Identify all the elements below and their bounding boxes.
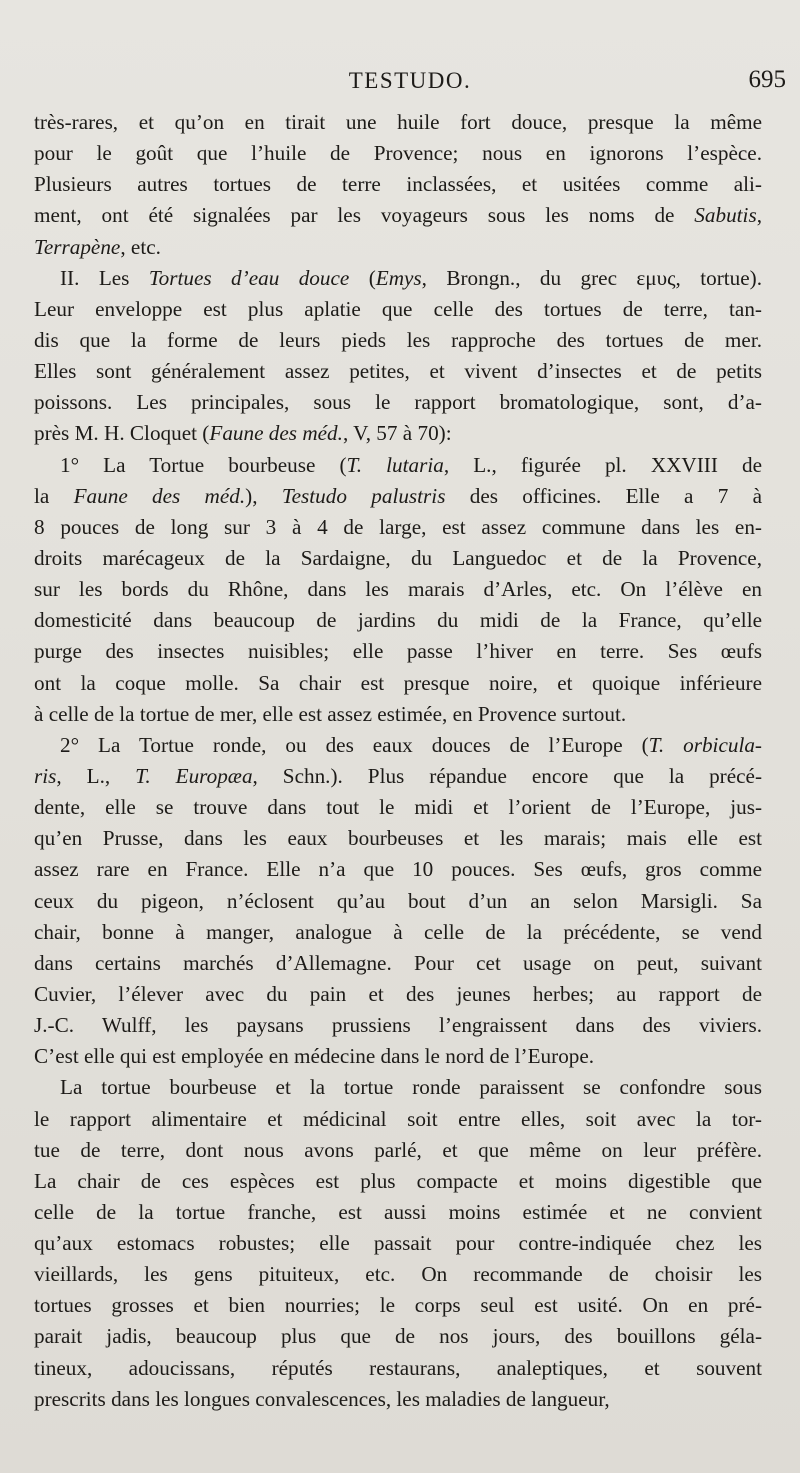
italic-text: T. orbicula- — [648, 732, 762, 757]
text-run: vieillards, les gens pituiteux, etc. On recommande de choisir les — [34, 1262, 762, 1287]
text-run: Elles sont généralement assez petites, et vivent d’insectes et de petits — [34, 359, 762, 384]
text-run: parait jadis, beaucoup plus que de nos jours, des bouillons géla- — [34, 1324, 762, 1349]
text-run: 8 pouces de long sur 3 à 4 de large, est assez commune dans les en- — [34, 514, 762, 539]
text-run: ment, ont été signalées par les voyageurs sous les noms de — [34, 203, 695, 228]
text-run: le rapport alimentaire et médicinal soit entre elles, soit avec la tor- — [34, 1106, 762, 1131]
text-line — [34, 1135, 762, 1166]
text-line — [34, 1321, 762, 1352]
text-run: à celle de la tortue de mer, elle est assez estimée, en Provence surtout. — [34, 701, 627, 726]
text-run: ont la coque molle. Sa chair est presque noire, et quoique inférieure — [34, 670, 762, 695]
text-line — [34, 1104, 762, 1135]
text-line — [34, 761, 762, 792]
italic-text: Testudo palustris — [281, 483, 446, 508]
italic-text: Faune des méd. — [209, 421, 343, 446]
text-run: dans certains marchés d’Allemagne. Pour cet usage on peut, suivant — [34, 950, 762, 975]
text-run: chair, bonne à manger, analogue à celle de la précédente, se vend — [34, 919, 762, 944]
text-run: , Brongn., du grec εμυς, tortue). — [421, 265, 762, 290]
text-run: Plusieurs autres tortues de terre inclassées, et usitées comme ali- — [34, 172, 762, 197]
text-line — [34, 169, 762, 200]
text-line — [34, 325, 762, 356]
text-line — [34, 605, 762, 636]
text-line — [34, 699, 762, 730]
text-line — [34, 418, 762, 449]
text-run: qu’aux estomacs robustes; elle passait pour contre-indiquée chez les — [34, 1231, 762, 1256]
text-run: , etc. — [120, 234, 161, 259]
text-run: , L., figurée pl. XXVIII de — [443, 452, 762, 477]
text-line — [34, 574, 762, 605]
text-line — [34, 543, 762, 574]
text-line — [34, 1166, 762, 1197]
text-run: , L., — [56, 763, 136, 788]
text-line — [34, 1259, 762, 1290]
text-run: domesticité dans beaucoup de jardins du midi de la France, qu’elle — [34, 608, 762, 633]
italic-text: Tortues d’eau douce — [148, 265, 350, 290]
text-run: , V, 57 à 70): — [342, 421, 452, 446]
italic-text: ris — [34, 763, 57, 788]
page-number: 695 — [748, 66, 786, 93]
italic-text: Sabutis — [694, 203, 757, 228]
text-run: Cuvier, l’élever avec du pain et des jeunes herbes; au rapport de — [34, 981, 762, 1006]
text-run: la — [34, 483, 74, 508]
text-run: 2° La Tortue ronde, ou des eaux douces de l’Europe ( — [60, 732, 649, 757]
italic-text: Emys — [375, 265, 422, 290]
text-line — [34, 356, 762, 387]
text-run: ceux du pigeon, n’éclosent qu’au bout d’un an selon Marsigli. Sa — [34, 888, 762, 913]
italic-text: Faune des méd. — [73, 483, 246, 508]
text-line — [34, 886, 762, 917]
text-line — [34, 138, 762, 169]
italic-text: Terrapène — [34, 234, 121, 259]
body-text — [34, 107, 762, 1415]
text-run: II. Les — [60, 265, 149, 290]
italic-text: T. lutaria — [346, 452, 444, 477]
text-run: près M. H. Cloquet ( — [34, 421, 210, 446]
text-run: J.-C. Wulff, les paysans prussiens l’engraissent dans des viviers. — [34, 1013, 762, 1038]
text-line — [34, 1197, 762, 1228]
text-run: pour le goût que l’huile de Provence; nous en ignorons l’espèce. — [34, 141, 762, 166]
text-line — [34, 1228, 762, 1259]
text-run: qu’en Prusse, dans les eaux bourbeuses et les marais; mais elle est — [34, 826, 762, 851]
text-run: La chair de ces espèces est plus compacte et moins digestible que — [34, 1168, 762, 1193]
text-line — [34, 1384, 762, 1415]
text-run: 1° La Tortue bourbeuse ( — [60, 452, 347, 477]
text-run: C’est elle qui est employée en médecine dans le nord de l’Europe. — [34, 1044, 595, 1069]
text-run: prescrits dans les longues convalescences, les maladies de langueur, — [34, 1386, 610, 1411]
text-run: assez rare en France. Elle n’a que 10 pouces. Ses œufs, gros comme — [34, 857, 762, 882]
text-run: poissons. Les principales, sous le rapport bromatologique, sont, d’a- — [34, 390, 762, 415]
text-run: La tortue bourbeuse et la tortue ronde paraissent se confondre sous — [60, 1075, 762, 1100]
text-line — [34, 636, 762, 667]
text-line — [34, 1290, 762, 1321]
text-run: dente, elle se trouve dans tout le midi et l’orient de l’Europe, jus- — [34, 795, 762, 820]
text-run: droits marécageux de la Sardaigne, du Languedoc et de la Provence, — [34, 545, 762, 570]
text-line — [34, 450, 762, 481]
text-run: dis que la forme de leurs pieds les rapproche des tortues de mer. — [34, 327, 762, 352]
text-line — [34, 668, 762, 699]
text-line — [34, 263, 762, 294]
text-run: sur les bords du Rhône, dans les marais d’Arles, etc. On l’élève en — [34, 577, 762, 602]
text-line — [34, 294, 762, 325]
text-line — [34, 512, 762, 543]
text-line — [34, 823, 762, 854]
text-line — [34, 1353, 762, 1384]
text-line — [34, 792, 762, 823]
text-run: tineux, adoucissans, réputés restaurans, analeptiques, et souvent — [34, 1355, 762, 1380]
text-run: tortues grosses et bien nourries; le corps seul est usité. On en pré- — [34, 1293, 762, 1318]
text-line — [34, 730, 762, 761]
text-run: très-rares, et qu’on en tirait une huile fort douce, presque la même — [34, 110, 762, 134]
text-line — [34, 979, 762, 1010]
text-run: purge des insectes nuisibles; elle passe l’hiver en terre. Ses œufs — [34, 639, 762, 664]
text-line — [34, 200, 762, 231]
text-line — [34, 1041, 762, 1072]
text-line — [34, 387, 762, 418]
text-line — [34, 107, 762, 138]
text-run: Leur enveloppe est plus aplatie que celle des tortues de terre, tan- — [34, 296, 762, 321]
text-line — [34, 1010, 762, 1041]
text-line — [34, 232, 762, 263]
text-line — [34, 481, 762, 512]
running-head — [34, 64, 786, 104]
text-line — [34, 854, 762, 885]
text-line — [34, 1072, 762, 1103]
text-line — [34, 917, 762, 948]
text-run: , — [756, 203, 762, 228]
text-run: ), — [245, 483, 282, 508]
text-run: celle de la tortue franche, est aussi moins estimée et ne convient — [34, 1199, 762, 1224]
text-run: ( — [349, 265, 376, 290]
text-line — [34, 948, 762, 979]
running-title: TESTUDO. — [348, 68, 472, 93]
text-run: , Schn.). Plus répandue encore que la précé- — [252, 763, 762, 788]
text-run: tue de terre, dont nous avons parlé, et que même on leur préfère. — [34, 1137, 762, 1162]
text-run: des officines. Elle a 7 à — [445, 483, 762, 508]
italic-text: T. Europæa — [135, 763, 253, 788]
